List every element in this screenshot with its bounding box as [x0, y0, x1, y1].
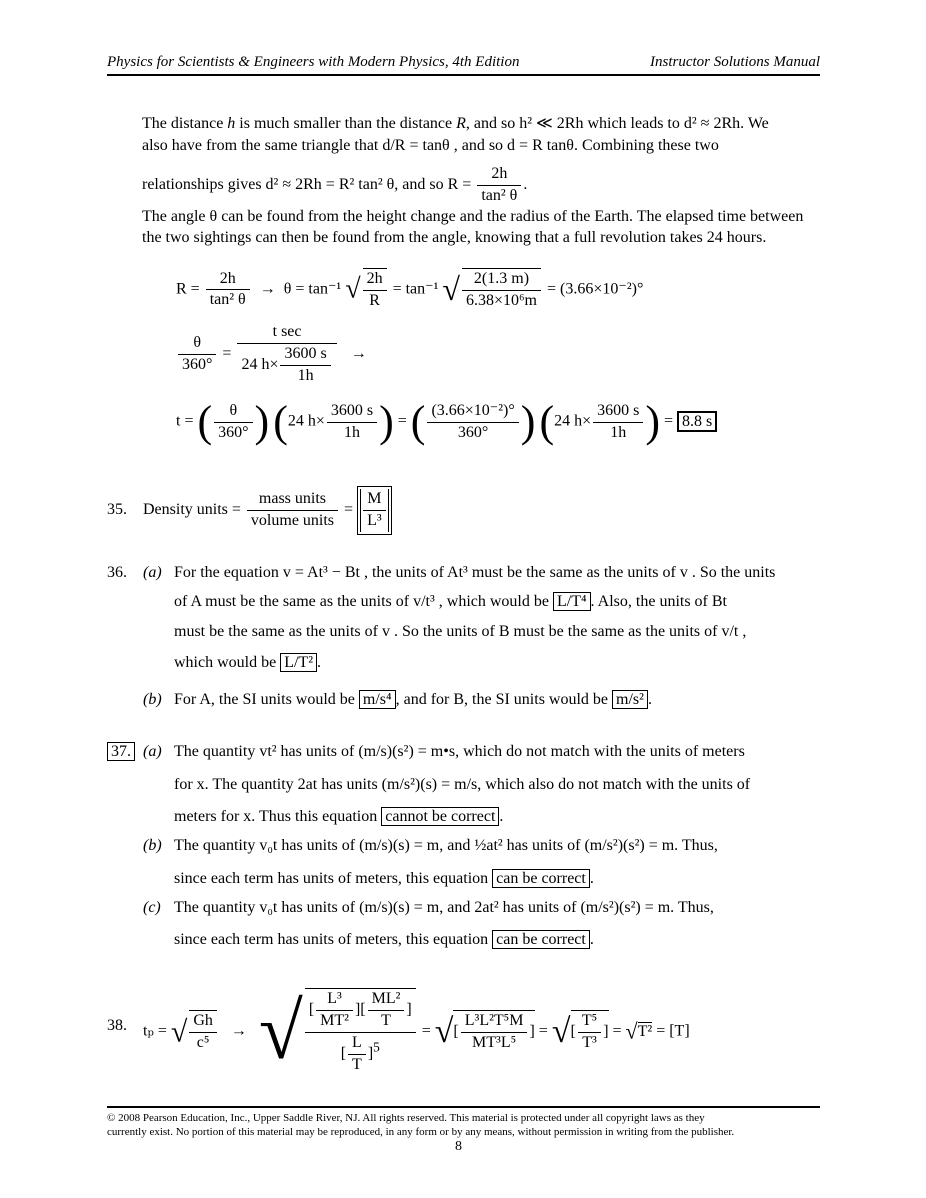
problem-37-c-line1: The quantity v₀t has units of (m/s)(s) = m, and 2at² has units of (m/s²)(s²) = m. Thus, [174, 899, 714, 916]
problem-35-number: 35. [107, 501, 127, 518]
intro-para2: The angle θ can be found from the height change and the radius of the Earth. The elapsed time between the two sightings can then be found from the angle, knowing that a full revolution takes 24 hours. [142, 208, 804, 246]
page-number: 8 [455, 1139, 462, 1154]
problem-36-line3: must be the same as the units of v . So the units of B must be the same as the units of v/t , [174, 623, 747, 640]
problem-37-b-line2: since each term has units of meters, this equation can be correct . [174, 870, 594, 887]
problem-36-part-b: (b) [143, 691, 162, 708]
problem-37-part-c: (c) [143, 899, 161, 916]
problem-36-number: 36. [107, 564, 127, 581]
problem-38-equation: tₚ = √ $\frac{Gh}{\text{c⁵}}$ → √ [ $\frac{\text{L³}}{\text{MT²}}$ ][ $\frac{\text{ML²}}{T}$ ] [ $\frac{L}{T}$ ]$^5$ = √[ $\frac{\text{L³L²T⁵M}}{\text{MT³L⁵}}$ ] = √[ $\frac{\text{T⁵}}{\text{T³}}$ ] = √T² = [T] [143, 988, 690, 1076]
intro-line1: The distance h is much smaller than the distance R, and so h² ≪ 2Rh which leads to d² ≈ 2Rh. We [142, 115, 769, 132]
problem-37-part-b: (b) [143, 837, 162, 854]
intro-line2: also have from the same triangle that d/R = tanθ , and so d = R tanθ. Combining these two [142, 137, 719, 154]
problem-36-line5: For A, the SI units would be m/s⁴ , and for B, the SI units would be m/s² . [174, 691, 652, 708]
problem-37-a-line3: meters for x. Thus this equation cannot be correct . [174, 808, 504, 825]
problem-37-part-a: (a) [143, 743, 162, 760]
header-manual: Instructor Solutions Manual [649, 54, 820, 70]
problem-36-part-a: (a) [143, 564, 162, 581]
footer-copyright: © 2008 Pearson Education, Inc., Upper Saddle River, NJ. All rights reserved. This material is protected under all copyright laws as they currently exist. No portion of this material may be reproduced, in any form or by any means, without permission in writing from the publisher. [107, 1112, 735, 1138]
answer-box: 8.8 s [677, 411, 717, 432]
equation-t-result: t = ( $\frac{\theta}{360^\circ}$ ) (24 h× $\frac{3600 s}{1h}$ ) = ( $\frac{\text{(3.66×10⁻²)°}}{360^\circ}$ ) (24 h× $\frac{3600 s}{1h}$ ) = 8.8 s [176, 400, 717, 444]
problem-37-a-line1: The quantity vt² has units of (m/s)(s²) = m•s, which do not match with the units of meters [174, 743, 745, 760]
equation-theta: R = $\frac{2h}{\text{tan² θ}}$ → θ = tan⁻¹ √ $\frac{2h}{R}$ = tan⁻¹ √ $\frac{2(1.3 m)}{\text{6.38×10⁶m}}$ = (3.66×10⁻²)° [176, 268, 643, 312]
header-rule [107, 74, 820, 76]
problem-37-c-line2: since each term has units of meters, this equation can be correct . [174, 931, 594, 948]
problem-36-line1: For the equation v = At³ − Bt , the units of At³ must be the same as the units of v . So the units [174, 564, 776, 581]
problem-38-number: 38. [107, 1017, 127, 1034]
intro-line3: relationships gives d² ≈ 2Rh = R² tan² θ, and so R = $\frac{2h}{\text{tan² θ}}$ . [142, 165, 528, 204]
equation-time-ratio: $\frac{\theta}{360^\circ}$ = t sec 24 h× $\frac{3600 s}{1h}$ → [176, 322, 367, 386]
problem-36-line2: of A must be the same as the units of v/t³ , which would be L/T⁴ . Also, the units of Bt [174, 593, 727, 610]
problem-35-equation: Density units = $\frac{\text{mass units}}{\text{volume units}}$ = $\frac{M}{\text{L³}}$ [143, 486, 392, 535]
problem-37-a-line2: for x. The quantity 2at has units (m/s²)(s) = m/s, which also do not match with the units of [174, 776, 751, 793]
header-title: Physics for Scientists & Engineers with Modern Physics, 4th Edition [107, 54, 520, 70]
problem-37-b-line1: The quantity v₀t has units of (m/s)(s) = m, and ½at² has units of (m/s²)(s²) = m. Thus, [174, 837, 718, 854]
footer-rule [107, 1106, 820, 1108]
problem-36-line4: which would be L/T² . [174, 654, 321, 671]
problem-37-number: 37. [107, 742, 135, 761]
